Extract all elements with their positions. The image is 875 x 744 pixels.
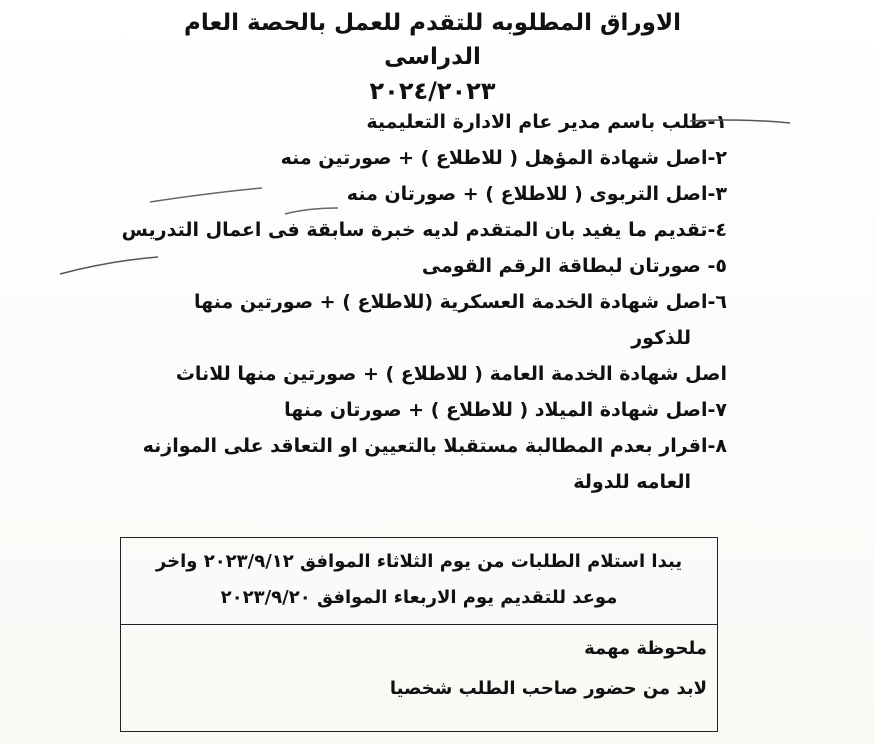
list-item: ١-طلب باسم مدير عام الادارة التعليمية bbox=[366, 111, 727, 133]
list-item: ٧-اصل شهادة الميلاد ( للاطلاع ) + صورتان منها bbox=[284, 399, 727, 421]
dates-note-box bbox=[120, 537, 718, 732]
title-line: الاوراق المطلوبه للتقدم للعمل بالحصة العام الدراسى bbox=[184, 10, 681, 70]
list-item-continuation: العامه للدولة bbox=[573, 471, 691, 493]
list-item: ٢-اصل شهادة المؤهل ( للاطلاع ) + صورتين منه bbox=[280, 147, 727, 169]
document-title bbox=[150, 6, 715, 108]
title-year: ٢٠٢٤/٢٠٢٣ bbox=[369, 77, 496, 105]
note-text: لابد من حضور صاحب الطلب شخصيا bbox=[389, 678, 707, 699]
list-item: ٤-تقديم ما يفيد بان المتقدم لديه خبرة سابقة فى اعمال التدريس bbox=[121, 219, 727, 241]
list-item: ٨-اقرار بعدم المطالبة مستقبلا بالتعيين او التعاقد على الموازنه bbox=[142, 435, 727, 457]
list-item: ٥- صورتان لبطاقة الرقم القومى bbox=[421, 255, 727, 277]
dates-line: موعد للتقديم يوم الاربعاء الموافق ٢٠٢٣/٩/٢٠ bbox=[220, 587, 618, 608]
list-item: اصل شهادة الخدمة العامة ( للاطلاع ) + صورتين منها للاناث bbox=[175, 363, 727, 385]
note-label: ملحوظة مهمة bbox=[584, 638, 707, 659]
list-item: ٣-اصل التربوى ( للاطلاع ) + صورتان منه bbox=[346, 183, 727, 205]
list-item-continuation: للذكور bbox=[631, 327, 691, 349]
list-item: ٦-اصل شهادة الخدمة العسكرية (للاطلاع ) + صورتين منها bbox=[194, 291, 727, 313]
note-row bbox=[121, 625, 717, 731]
requirements-list bbox=[87, 104, 727, 500]
dates-line: يبدا استلام الطلبات من يوم الثلاثاء الموافق ٢٠٢٣/٩/١٢ واخر bbox=[155, 551, 683, 572]
dates-row bbox=[121, 538, 717, 625]
